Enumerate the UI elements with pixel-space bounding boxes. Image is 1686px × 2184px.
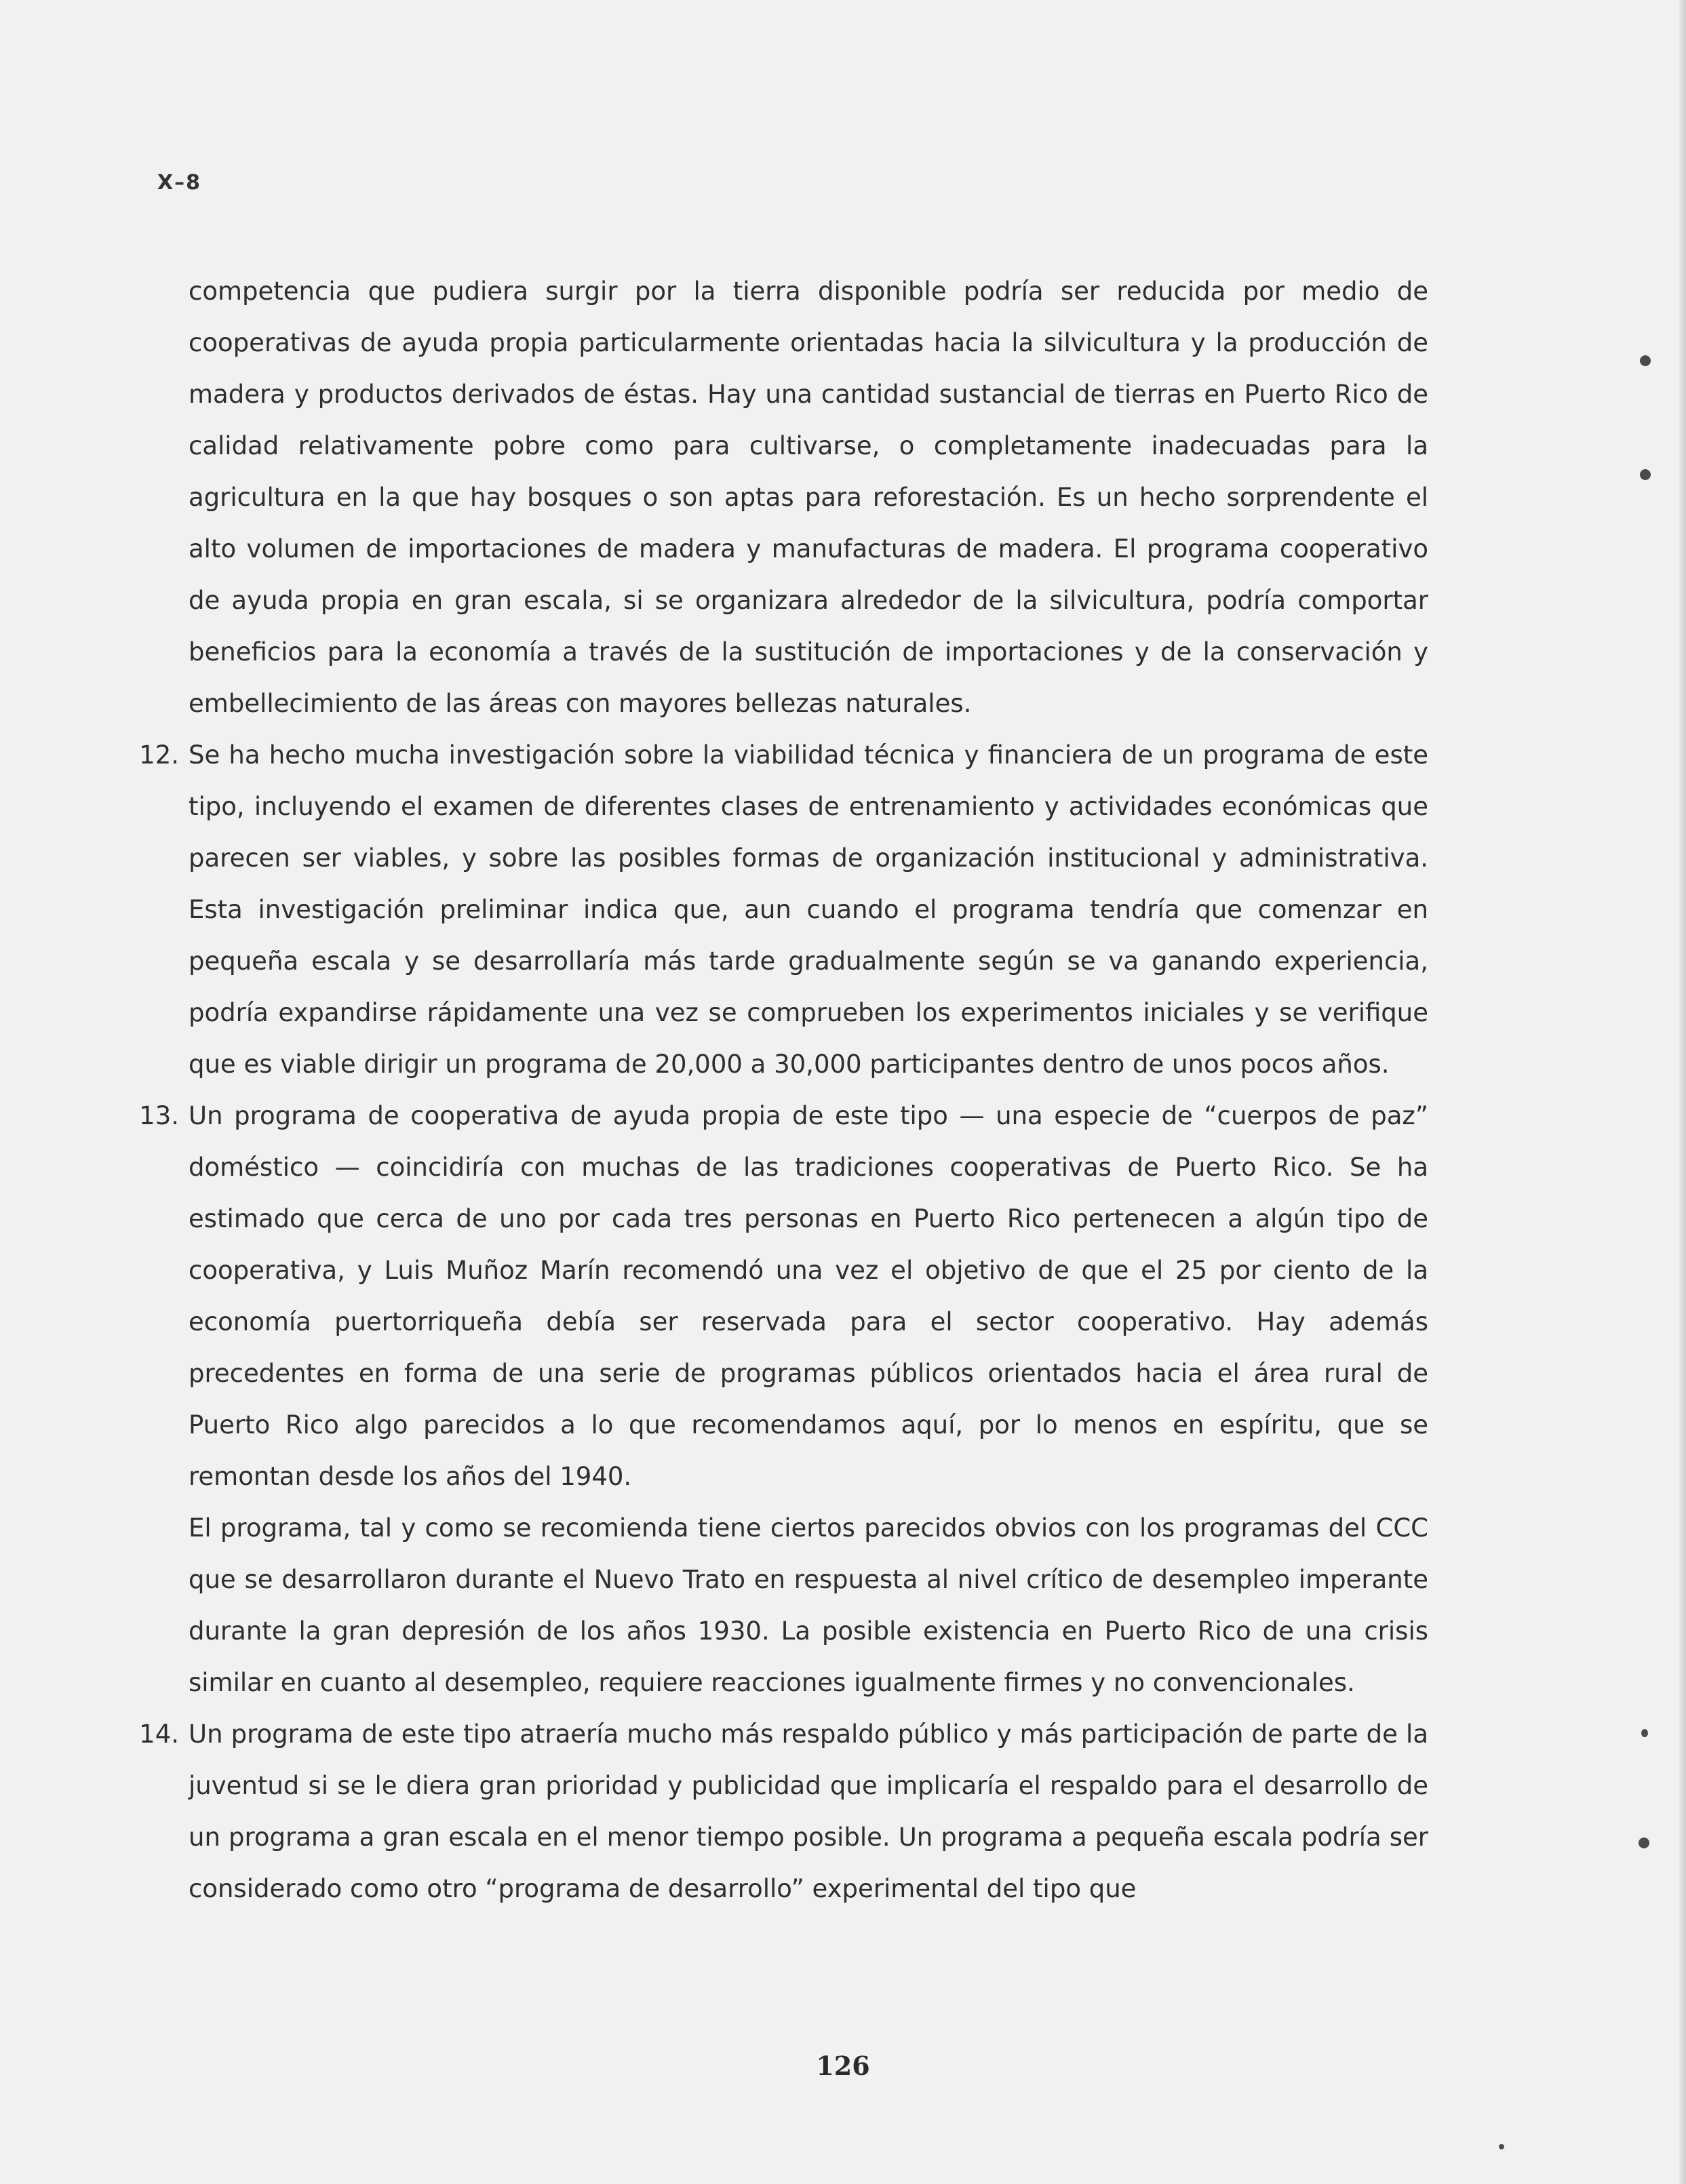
punch-hole-mark bbox=[1499, 2144, 1504, 2149]
section-code: X–8 bbox=[157, 171, 202, 195]
body-text bbox=[139, 266, 1428, 1915]
page-edge bbox=[1679, 0, 1686, 2184]
paragraph-text: Un programa de cooperativa de ayuda propia de este tipo — una especie de “cuerpos de paz” doméstico — coincidiría con muchas de las tradiciones cooperativas de Puerto Rico. Se ha estimado que cerca de uno por cada tres personas en Puerto Rico pertenecen a algún tipo de cooperativa, y Luis Muñoz Marín recomendó una vez el objetivo de que el 25 por ciento de la economía puertorriqueña debía ser reservada para el sector cooperativo. Hay además precedentes en forma de una serie de programas públicos orientados hacia el área rural de Puerto Rico algo parecidos a lo que recomendamos aquí, por lo menos en espíritu, que se remontan desde los años del 1940. bbox=[189, 1101, 1428, 1491]
paragraph-text: Se ha hecho mucha investigación sobre la viabilidad técnica y financiera de un programa de este tipo, incluyendo el examen de diferentes clases de entrenamiento y actividades económicas que parecen ser viables, y sobre las posibles formas de organización institucional y administrativa. Esta investigación preliminar indica que, aun cuando el programa tendría que comenzar en pequeña escala y se desarrollaría más tarde gradualmente según se va ganando experiencia, podría expandirse rápidamente una vez se comprueben los experimentos iniciales y se verifique que es viable dirigir un programa de 20,000 a 30,000 participantes dentro de unos pocos años. bbox=[189, 740, 1428, 1079]
paragraph-number: 13. bbox=[139, 1101, 179, 1130]
paragraph-12 bbox=[139, 730, 1428, 1090]
paragraph-14 bbox=[139, 1709, 1428, 1915]
punch-hole-mark bbox=[1639, 1838, 1649, 1848]
paragraph-continuation: competencia que pudiera surgir por la tierra disponible podría ser reducida por medio de cooperativas de ayuda propia particularmente orientadas hacia la silvicultura y la producción de madera y productos derivados de éstas. Hay una cantidad sustancial de tierras en Puerto Rico de calidad relativamente pobre como para cultivarse, o completamente inadecuadas para la agricultura en la que hay bosques o son aptas para reforestación. Es un hecho sorprendente el alto volumen de importaciones de madera y manufacturas de madera. El programa cooperativo de ayuda propia en gran escala, si se organizara alrededor de la silvicultura, podría comportar beneficios para la economía a través de la sustitución de importaciones y de la conservación y embellecimiento de las áreas con mayores bellezas naturales. bbox=[189, 277, 1428, 718]
paragraph-13-continued: El programa, tal y como se recomienda tiene ciertos parecidos obvios con los programas del CCC que se desarrollaron durante el Nuevo Trato en respuesta al nivel crítico de desempleo imperante durante la gran depresión de los años 1930. La posible existencia en Puerto Rico de una crisis similar en cuanto al desempleo, requiere reacciones igualmente firmes y no convencionales. bbox=[189, 1513, 1428, 1697]
page-number: 126 bbox=[816, 2050, 870, 2081]
punch-hole-mark bbox=[1640, 355, 1651, 366]
paragraph-13 bbox=[139, 1090, 1428, 1503]
paragraph-text: Un programa de este tipo atraería mucho más respaldo público y más participación de parte de la juventud si se le diera gran prioridad y publicidad que implicaría el respaldo para el desarrollo de un programa a gran escala en el menor tiempo posible. Un programa a pequeña escala podría ser considerado como otro “programa de desarrollo” experimental del tipo que bbox=[189, 1720, 1428, 1903]
punch-hole-mark bbox=[1640, 469, 1651, 480]
punch-hole-mark bbox=[1641, 1729, 1648, 1737]
paragraph-number: 14. bbox=[139, 1720, 179, 1749]
paragraph-number: 12. bbox=[139, 740, 179, 770]
